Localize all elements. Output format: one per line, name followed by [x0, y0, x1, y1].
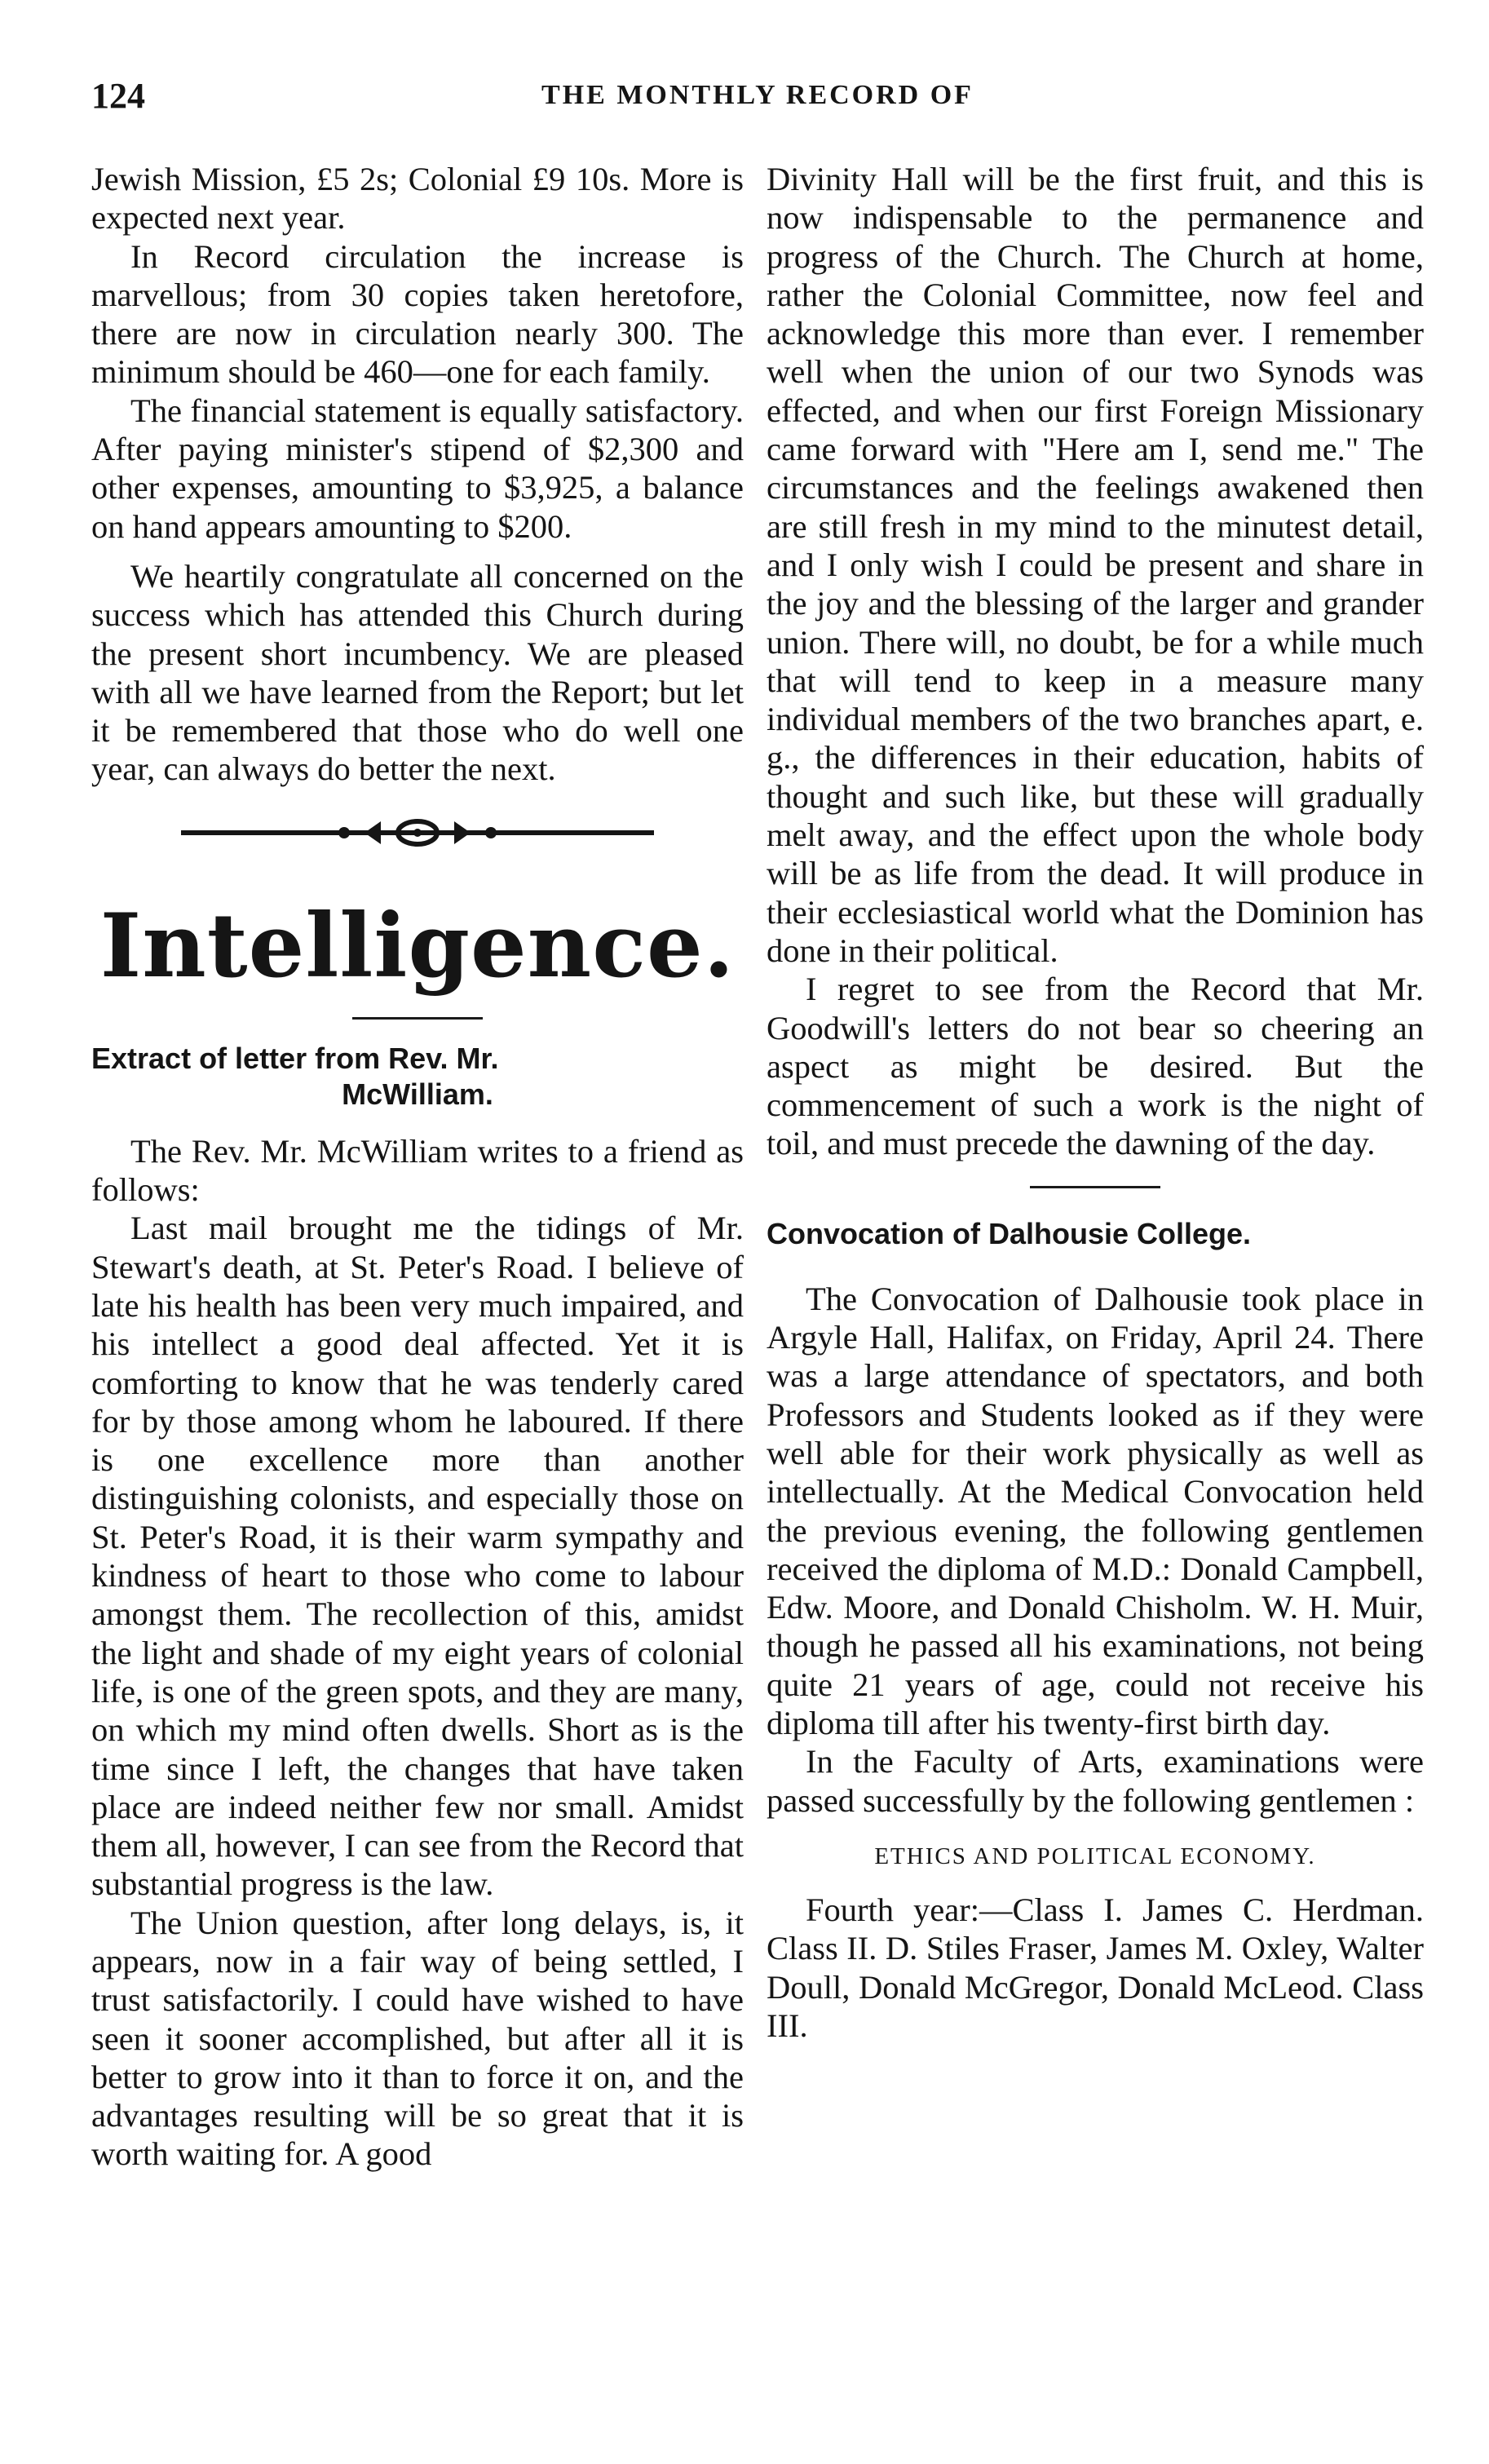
left-column [91, 160, 744, 2174]
paragraph: I regret to see from the Record that Mr. Goodwill's letters do not bear so cheering an aspect as might be desired. But the commencement of such a work is the night of toil, and must precede the dawning of the day. [767, 971, 1424, 1162]
paragraph: The Union question, after long delays, is, it appears, now in a fair way of being settled, I trust satisfactorily. I could have wished to have seen it sooner accomplished, but after all it is better to grow into it than to force it on, and the advantages resulting will be so great that it is worth waiting for. A good [91, 1904, 744, 2173]
running-head: THE MONTHLY RECORD OF [541, 80, 974, 110]
divider-rule [1030, 1186, 1160, 1188]
right-column [767, 160, 1424, 2045]
paragraph: In the Faculty of Arts, examinations were passed successfully by the following gentlemen : [767, 1743, 1424, 1819]
paragraph: The financial statement is equally satisfactory. After paying minister's stipend of $2,300 and other expenses, amounting to $3,925, a balance on hand appears amounting to $200. [91, 391, 744, 545]
article-heading [91, 1041, 744, 1113]
page-header [91, 75, 1424, 124]
article-heading-line: McWilliam. [342, 1077, 493, 1111]
divider-rule [352, 1017, 483, 1020]
section-title: Intelligence. [99, 894, 736, 998]
paragraph: Fourth year:—Class I. James C. Herdman. Class II. D. Stiles Fraser, James M. Oxley, Walter Doull, Donald McGregor, Donald McLeod. Class III. [767, 1891, 1424, 2045]
paragraph: The Convocation of Dalhousie took place in Argyle Hall, Halifax, on Friday, April 24. There was a large attendance of spectators, and both Professors and Students looked as if they were well able for their work physically as well as intellectually. At the Medical Convocation held the previous evening, the following gentlemen received the diploma of M.D.: Donald Campbell, Edw. Moore, and Donald Chisholm. W. H. Muir, though he passed all his examinations, not being quite 21 years of age, could not receive his diploma till after his twenty-first birth day. [767, 1280, 1424, 1741]
paragraph: Divinity Hall will be the first fruit, and this is now indispensable to the permanence and progress of the Church. The Church at home, rather the Colonial Committee, now feel and acknowledge this more than ever. I remember well when the union of our two Synods was effected, and when our first Foreign Missionary came forward with "Here am I, send me." The circumstances and the feelings awakened then are still fresh in my mind to the minutest detail, and I only wish I could be present and share in the joy and the blessing of the larger and grander union. There will, no doubt, be for a while much that will tend to keep in a measure many individual members of the two branches apart, e. g., the differences in their education, habits of thought and such like, but these will gradually melt away, and the effect upon the whole body will be as life from the dead. It will produce in their ecclesiastical world what the Dominion has done in their political. [767, 161, 1424, 969]
article-heading-line: Extract of letter from Rev. Mr. [91, 1041, 499, 1075]
subsection-heading: ETHICS AND POLITICAL ECONOMY. [874, 1842, 1316, 1869]
paragraph: Last mail brought me the tidings of Mr. Stewart's death, at St. Peter's Road. I believe of late his health has been very much impaired, and his intellect a good deal affected. Yet it is comforting to know that he was tenderly cared for by those among whom he laboured. If there is one excellence more than another distinguishing colonists, and especially those on St. Peter's Road, it is their warm sympathy and kindness of heart to those who come to labour amongst them. The recollection of this, amidst the light and shade of my eight years of colonial life, is one of the green spots, and they are many, on which my mind often dwells. Short as is the time since I left, the changes that have taken place are indeed neither few nor small. Amidst them all, however, I can see from the Record that substantial progress is the law. [91, 1210, 744, 1903]
paragraph: The Rev. Mr. McWilliam writes to a friend as follows: [91, 1132, 744, 1209]
paragraph: We heartily congratulate all concerned on the success which has attended this Church during the present short incumbency. We are pleased with all we have learned from the Report; but let it be remembered that those who do well one year, can always do better the next. [91, 557, 744, 788]
ornamental-divider [91, 789, 744, 887]
ornament-icon [181, 816, 654, 849]
paragraph: In Record circulation the increase is marvellous; from 30 copies taken heretofore, there are now in circulation nearly 300. The minimum should be 460—one for each family. [91, 237, 744, 391]
page-number: 124 [91, 76, 145, 116]
article-heading: Convocation of Dalhousie College. [767, 1216, 1252, 1250]
paragraph: Jewish Mission, £5 2s; Colonial £9 10s. More is expected next year. [91, 161, 744, 237]
